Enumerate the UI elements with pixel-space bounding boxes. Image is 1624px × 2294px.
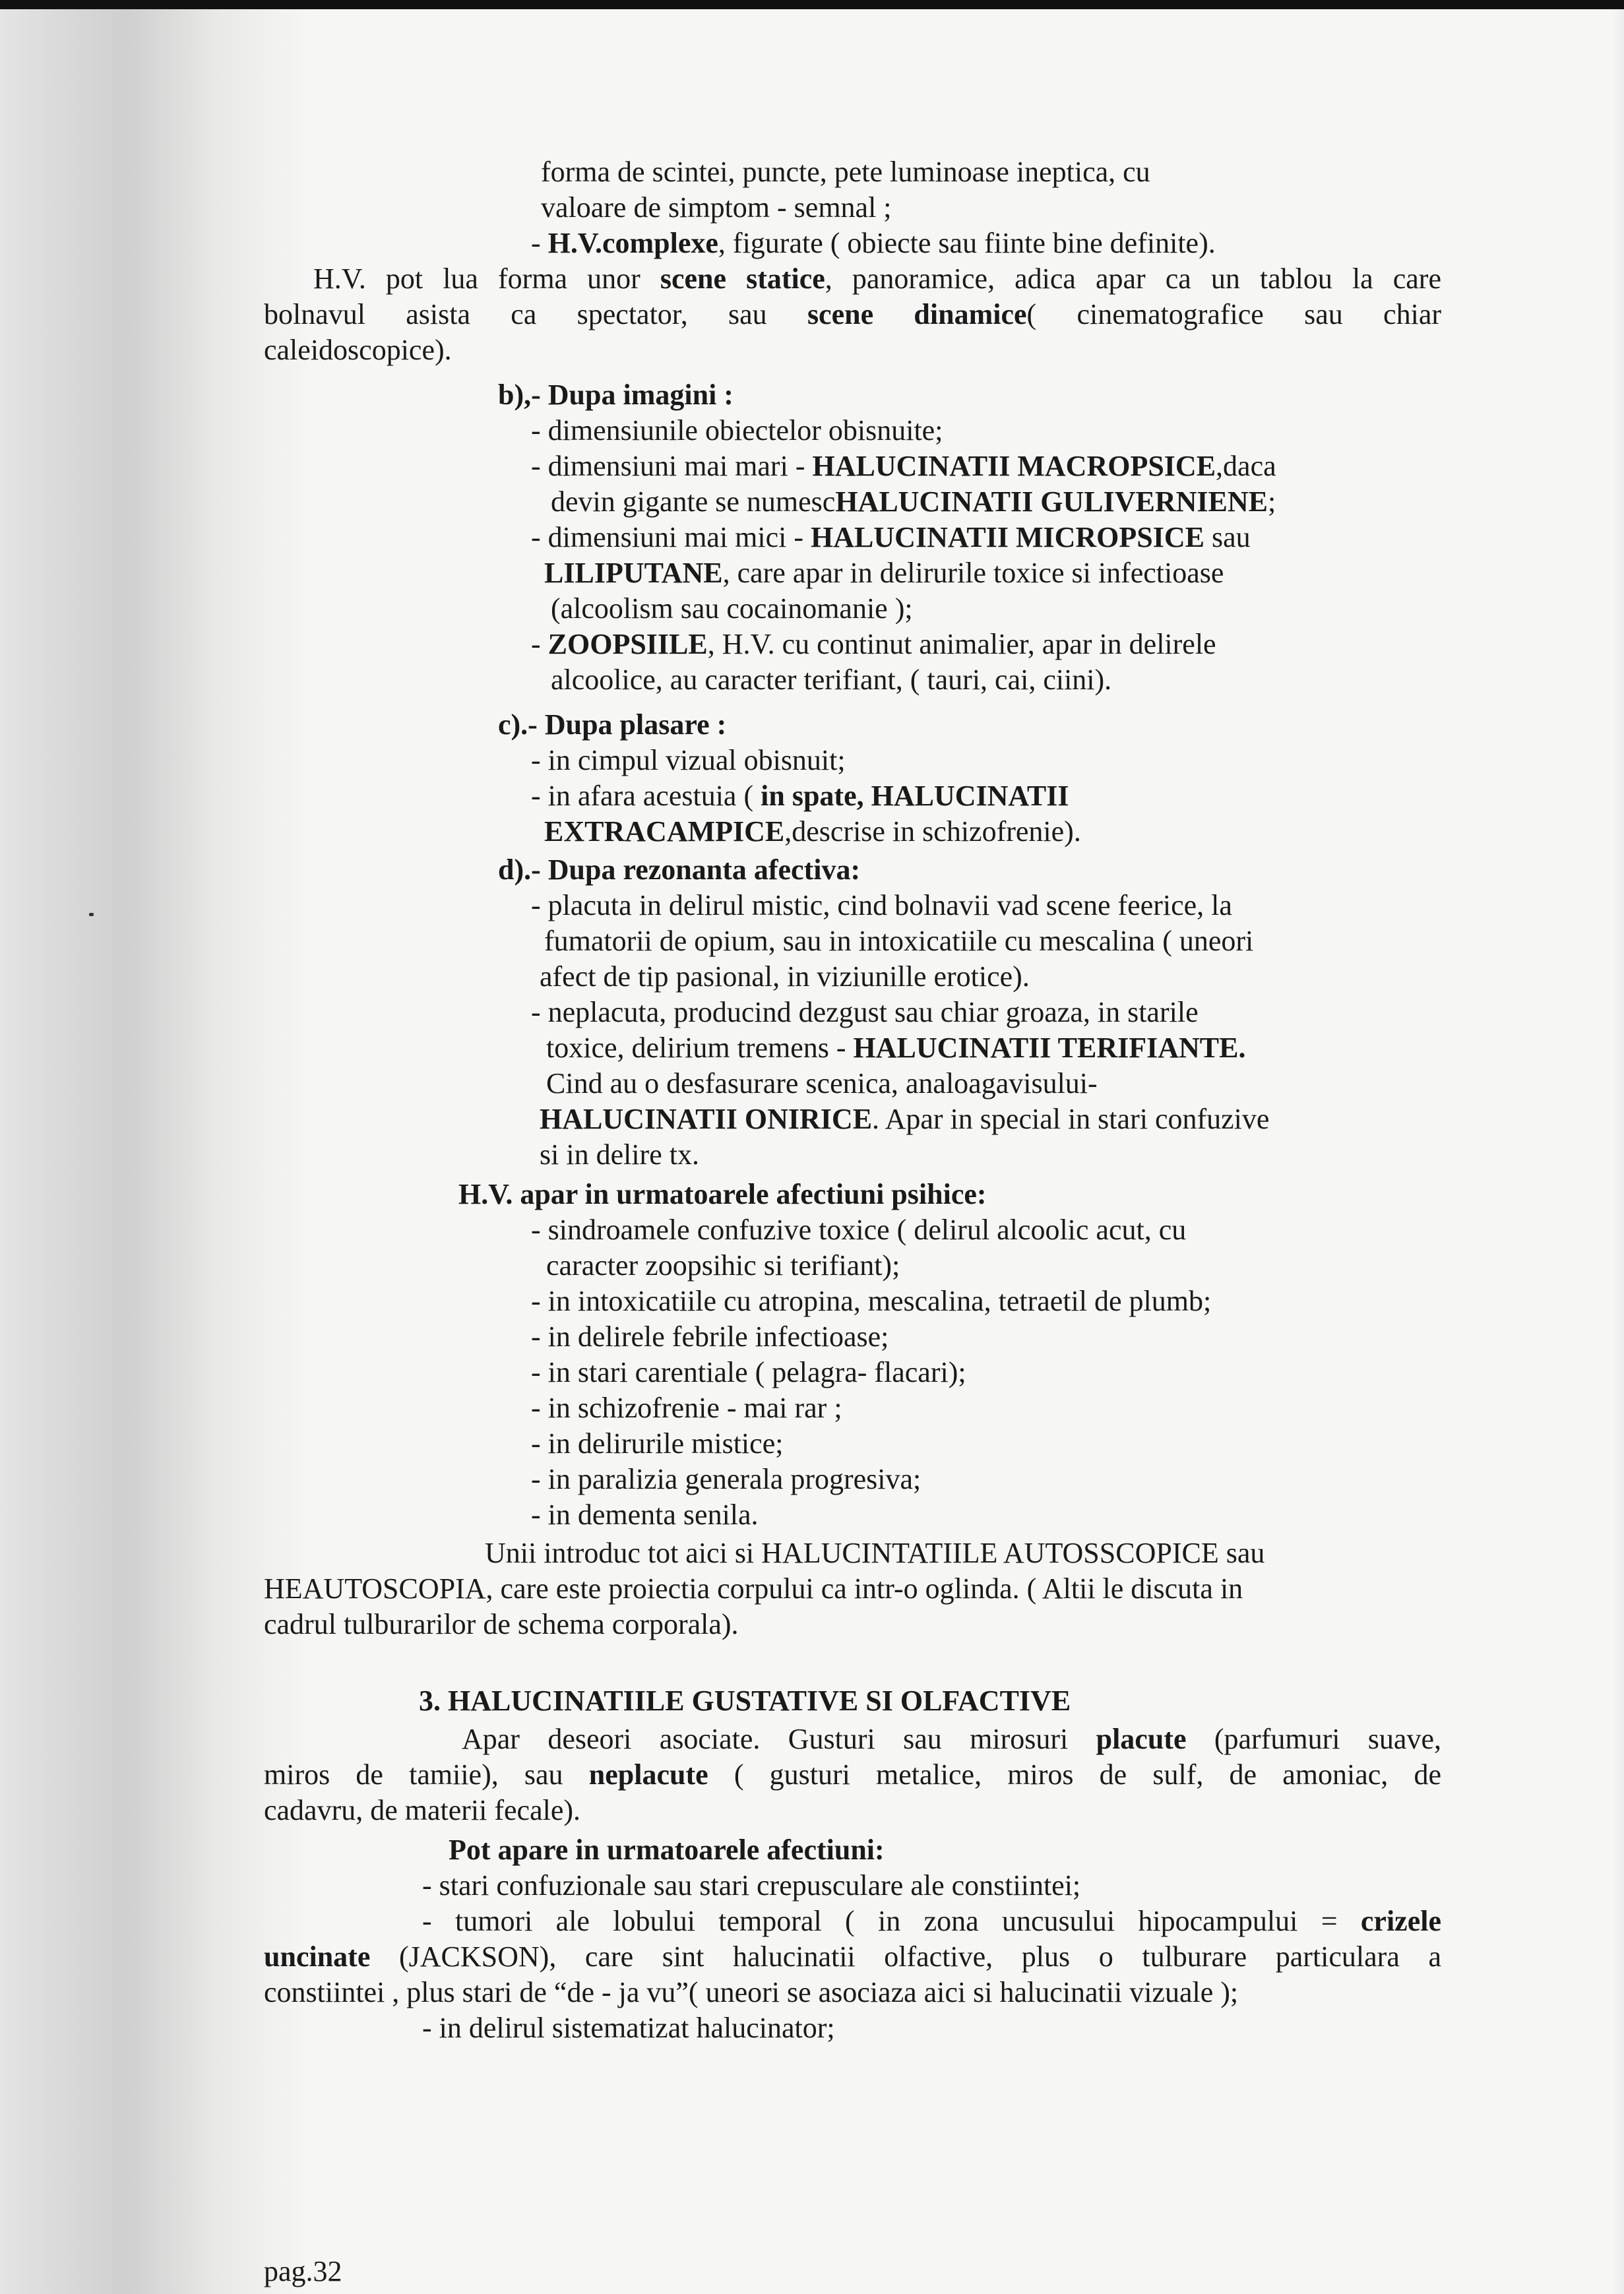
bold-text: uncinate <box>264 1940 371 1973</box>
text-line <box>546 1249 900 1283</box>
text-line <box>531 1356 966 1390</box>
bold-text: Pot apare in urmatoarele afectiuni: <box>449 1834 885 1866</box>
text-run: - stari confuzionale sau stari crepusculare ale constiintei; <box>422 1869 1081 1902</box>
text-line <box>544 925 1253 958</box>
text-run: fumatorii de opium, sau in intoxicatiile cu mescalina ( uneori <box>544 925 1254 957</box>
text-line <box>264 334 452 367</box>
text-run: - dimensiunile obiectelor obisnuite; <box>531 414 943 447</box>
bold-text: LILIPUTANE <box>544 557 723 589</box>
text-line <box>540 1103 1269 1136</box>
text-run: - in stari carentiale ( pelagra- flacari); <box>531 1356 966 1388</box>
text-line <box>540 960 1030 994</box>
bold-text: H.V.complexe <box>547 227 718 259</box>
text-run: bolnavul asista ca spectator, sau <box>264 298 807 330</box>
bold-text: HALUCINATII MACROPSICE <box>812 450 1216 482</box>
text-line <box>531 1392 842 1425</box>
text-run: caracter zoopsihic si terifiant); <box>546 1249 900 1282</box>
text-run: ,descrise in schizofrenie). <box>784 815 1081 848</box>
text-run: - in schizofrenie - mai rar ; <box>531 1392 842 1424</box>
text-line <box>313 263 1441 296</box>
bold-text: scene dinamice <box>807 298 1027 330</box>
text-run: ; <box>1267 485 1276 518</box>
text-run: valoare de simptom - semnal ; <box>541 191 892 224</box>
text-line <box>531 227 1216 261</box>
text-line <box>264 1940 1441 1974</box>
bold-text: neplacute <box>588 1758 708 1791</box>
text-run: alcoolice, au caracter terifiant, ( tauri, cai, ciini). <box>551 664 1112 696</box>
text-run: - in delirurile mistice; <box>531 1427 784 1460</box>
bold-text: b),- Dupa imagini : <box>498 379 734 411</box>
text-run: ( cinematografice sau chiar <box>1026 298 1441 330</box>
text-line <box>546 1032 1245 1065</box>
text-run: cadrul tulburarilor de schema corporala). <box>264 1608 739 1640</box>
text-run: - in delirele febrile infectioase; <box>531 1320 889 1353</box>
page-number: pag.32 <box>264 2255 342 2287</box>
text-run: - in delirul sistematizat halucinator; <box>422 2012 835 2044</box>
text-line <box>462 1723 1441 1756</box>
text-run: - <box>531 227 548 259</box>
subheading <box>498 379 734 412</box>
text-line <box>422 2012 835 2045</box>
bold-text: placute <box>1096 1723 1187 1755</box>
text-run: constiintei , plus stari de “de - ja vu”( uneori se asociaza aici si halucinatii vizuale ); <box>264 1976 1239 2008</box>
text-line <box>531 521 1251 555</box>
text-run: sau <box>1204 521 1251 553</box>
text-run: - <box>531 628 548 660</box>
text-run: (parfumuri suave, <box>1186 1723 1441 1755</box>
bold-text: HALUCINATII MICROPSICE <box>811 521 1204 553</box>
bold-text: scene statice <box>660 263 825 295</box>
text-line <box>264 1572 1243 1606</box>
text-line <box>531 780 1069 813</box>
text-run: (alcoolism sau cocainomanie ); <box>551 592 913 625</box>
text-line <box>531 1214 1186 1247</box>
subheading <box>458 1178 987 1212</box>
text-line <box>540 1138 699 1172</box>
text-run: , figurate ( obiecte sau fiinte bine definite). <box>718 227 1216 259</box>
text-line <box>485 1537 1265 1570</box>
text-line <box>531 744 846 778</box>
bold-text: d).- Dupa rezonanta afectiva: <box>498 853 861 886</box>
text-run: , H.V. cu continut animalier, apar in delirele <box>707 628 1216 660</box>
scan-top-border <box>0 0 1624 9</box>
subheading <box>449 1834 885 1867</box>
text-run: devin gigante se numesc <box>551 485 836 518</box>
bold-text: in spate, HALUCINATII <box>761 780 1069 812</box>
text-line <box>541 156 1150 189</box>
text-run: si in delire tx. <box>540 1138 699 1171</box>
text-run: - in afara acestuia ( <box>531 780 761 812</box>
text-line <box>264 1794 580 1828</box>
text-line <box>531 1499 759 1532</box>
text-run: ( gusturi metalice, miros de sulf, de amoniac, de <box>708 1758 1442 1791</box>
text-run: afect de tip pasional, in viziunille erotice). <box>540 960 1030 993</box>
text-line <box>531 996 1199 1030</box>
text-run: miros de tamiie), sau <box>264 1758 589 1791</box>
text-run: , care apar in delirurile toxice si infectioase <box>722 557 1224 589</box>
text-line <box>544 815 1081 849</box>
text-line <box>531 628 1216 662</box>
subheading <box>498 853 860 887</box>
text-run: - in dementa senila. <box>531 1499 759 1531</box>
text-run: Apar deseori asociate. Gusturi sau mirosuri <box>462 1723 1096 1755</box>
text-run: HEAUTOSCOPIA, care este proiectia corpului ca intr-o oglinda. ( Altii le discuta in <box>264 1572 1243 1605</box>
text-line <box>422 1869 1080 1903</box>
text-line <box>531 1285 1211 1318</box>
text-line <box>531 1427 783 1461</box>
bold-text: crizele <box>1360 1905 1441 1937</box>
bold-text: HALUCINATII GULIVERNIENE <box>835 485 1268 518</box>
text-line <box>264 1976 1238 2010</box>
text-run: forma de scintei, puncte, pete luminoase ineptica, cu <box>541 156 1150 188</box>
text-line <box>546 1067 1098 1101</box>
text-run: H.V. pot lua forma unor <box>313 263 660 295</box>
text-run: - dimensiuni mai mari - <box>531 450 813 482</box>
text-run: (JACKSON), care sint halucinatii olfactive, plus o tulburare particulara a <box>370 1940 1441 1973</box>
text-run: caleidoscopice). <box>264 334 452 366</box>
text-line <box>531 889 1232 923</box>
text-run: . Apar in special in stari confuzive <box>872 1103 1270 1135</box>
text-line <box>531 450 1276 483</box>
text-run: - in intoxicatiile cu atropina, mescalina, tetraetil de plumb; <box>531 1285 1212 1317</box>
subheading <box>498 708 726 742</box>
bold-text: HALUCINATII TERIFIANTE. <box>853 1032 1246 1064</box>
text-run: - neplacuta, producind dezgust sau chiar groaza, in starile <box>531 996 1199 1028</box>
text-run: - in cimpul vizual obisnuit; <box>531 744 846 776</box>
text-line <box>551 592 913 626</box>
text-line <box>531 414 943 448</box>
text-run: Cind au o desfasurare scenica, analoagavisului- <box>546 1067 1098 1100</box>
text-line <box>264 1758 1441 1792</box>
text-line <box>541 191 892 225</box>
text-line <box>531 1463 921 1497</box>
text-run: - in paralizia generala progresiva; <box>531 1463 921 1495</box>
text-run: ,daca <box>1216 450 1276 482</box>
text-line <box>551 664 1111 697</box>
text-run: - sindroamele confuzive toxice ( delirul alcoolic acut, cu <box>531 1214 1187 1246</box>
text-line <box>264 1608 739 1642</box>
section-heading <box>419 1685 1071 1718</box>
bold-text: HALUCINATII ONIRICE <box>540 1103 873 1135</box>
bold-text: ZOOPSIILE <box>547 628 708 660</box>
text-line <box>264 298 1441 332</box>
bold-text: H.V. apar in urmatoarele afectiuni psihice: <box>458 1178 987 1210</box>
scan-right-edge <box>1612 9 1624 2294</box>
text-run: toxice, delirium tremens - <box>546 1032 854 1064</box>
text-run: cadavru, de materii fecale). <box>264 1794 581 1826</box>
text-line <box>544 557 1224 590</box>
text-line <box>531 1320 889 1354</box>
bold-text: EXTRACAMPICE <box>544 815 785 848</box>
bold-text: 3. HALUCINATIILE GUSTATIVE SI OLFACTIVE <box>419 1685 1071 1717</box>
text-run: - tumori ale lobului temporal ( in zona uncusului hipocampului = <box>422 1905 1361 1937</box>
bold-text: c).- Dupa plasare : <box>498 708 727 741</box>
text-run: - placuta in delirul mistic, cind bolnavii vad scene feerice, la <box>531 889 1232 921</box>
scan-speck <box>89 913 94 916</box>
text-line <box>551 485 1276 519</box>
text-line <box>422 1905 1441 1938</box>
text-run: , panoramice, adica apar ca un tablou la care <box>825 263 1441 295</box>
text-run: Unii introduc tot aici si HALUCINTATIILE AUTOSSCOPICE sau <box>485 1537 1265 1569</box>
text-run: - dimensiuni mai mici - <box>531 521 811 553</box>
